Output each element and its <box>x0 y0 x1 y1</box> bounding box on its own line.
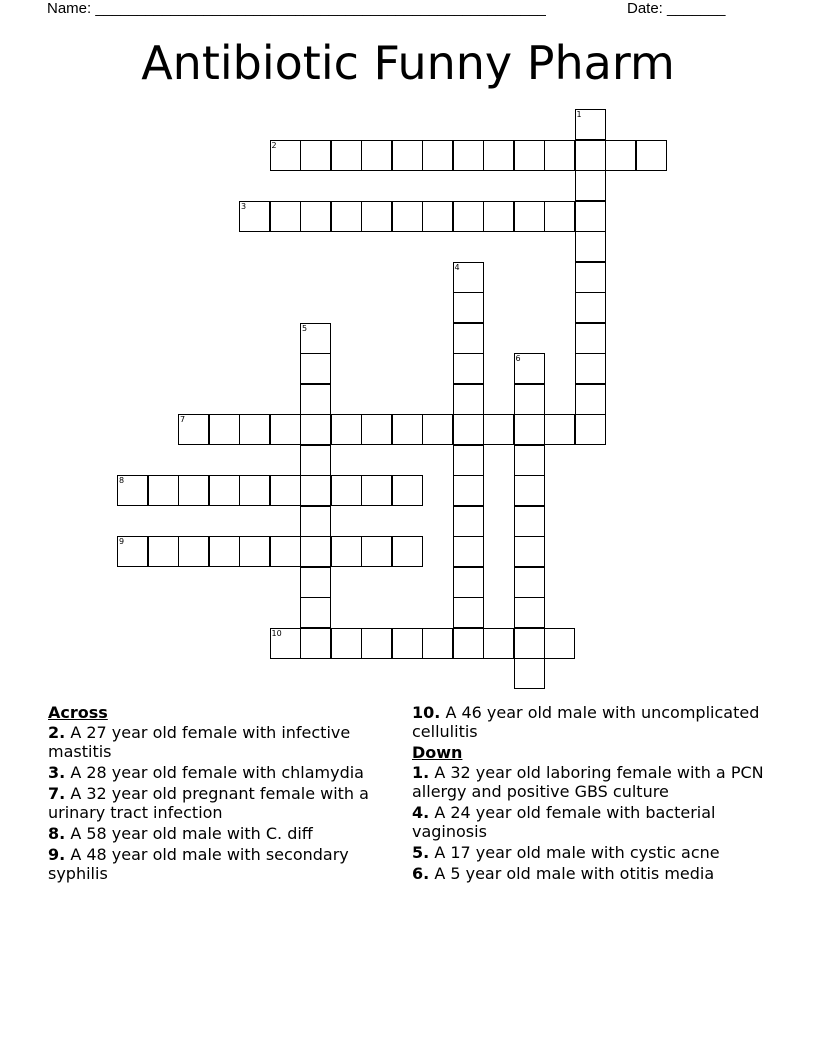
grid-cell[interactable] <box>392 140 423 171</box>
grid-cell[interactable] <box>178 475 209 506</box>
grid-cell[interactable] <box>331 536 362 567</box>
grid-cell[interactable] <box>453 323 484 354</box>
clue-down-6 <box>412 864 772 883</box>
grid-cell[interactable] <box>453 353 484 384</box>
grid-cell[interactable] <box>239 475 270 506</box>
grid-cell[interactable] <box>300 445 331 476</box>
grid-cell[interactable] <box>392 628 423 659</box>
grid-cell[interactable] <box>514 506 545 537</box>
grid-cell[interactable] <box>300 506 331 537</box>
grid-cell[interactable] <box>544 140 575 171</box>
grid-cell[interactable] <box>514 201 545 232</box>
grid-cell[interactable] <box>148 536 179 567</box>
clue-text: A 32 year old pregnant female with a urinary tract infection <box>48 784 369 822</box>
clue-text: A 46 year old male with uncomplicated cellulitis <box>412 703 760 741</box>
clue-number: 7. <box>48 784 66 803</box>
grid-cell[interactable] <box>514 567 545 598</box>
clue-number: 5. <box>412 843 430 862</box>
clue-down-4 <box>412 803 772 841</box>
grid-cell[interactable] <box>514 475 545 506</box>
clue-text: A 5 year old male with otitis media <box>434 864 715 883</box>
cell-number: 2 <box>271 140 277 150</box>
grid-cell[interactable] <box>270 536 301 567</box>
clues-right-column <box>412 703 772 885</box>
grid-cell[interactable] <box>453 567 484 598</box>
grid-cell[interactable] <box>331 414 362 445</box>
clue-number: 4. <box>412 803 430 822</box>
grid-cell[interactable] <box>514 353 545 384</box>
grid-cell[interactable] <box>514 536 545 567</box>
across-heading: Across <box>48 703 108 722</box>
cell-number: 9 <box>119 537 125 546</box>
grid-cell[interactable] <box>453 506 484 537</box>
grid-cell[interactable] <box>453 597 484 628</box>
grid-cell[interactable] <box>239 201 270 232</box>
grid-cell[interactable] <box>209 536 240 567</box>
grid-cell[interactable] <box>636 140 667 171</box>
grid-cell[interactable] <box>483 628 514 659</box>
grid-cell[interactable] <box>300 140 331 171</box>
grid-cell[interactable] <box>300 536 331 567</box>
date-field[interactable]: Date: _______ <box>627 0 726 17</box>
clues-left-column <box>48 703 398 885</box>
grid-cell[interactable] <box>514 445 545 476</box>
cell-number: 4 <box>454 262 460 272</box>
clue-across-9 <box>48 845 398 883</box>
grid-cell[interactable] <box>514 628 545 659</box>
grid-cell[interactable] <box>117 475 148 506</box>
clue-across-10 <box>412 703 772 741</box>
grid-cell[interactable] <box>575 109 606 140</box>
grid-cell[interactable] <box>148 475 179 506</box>
grid-cell[interactable] <box>514 140 545 171</box>
grid-cell[interactable] <box>331 475 362 506</box>
grid-cell[interactable] <box>514 658 545 689</box>
grid-cell[interactable] <box>514 597 545 628</box>
grid-cell[interactable] <box>239 536 270 567</box>
grid-cell[interactable] <box>575 353 606 384</box>
cell-number: 3 <box>241 201 247 211</box>
grid-cell[interactable] <box>453 262 484 293</box>
grid-cell[interactable] <box>575 231 606 262</box>
grid-cell[interactable] <box>300 414 331 445</box>
grid-cell[interactable] <box>392 201 423 232</box>
clue-across-8 <box>48 824 398 843</box>
grid-cell[interactable] <box>270 414 301 445</box>
grid-cell[interactable] <box>300 384 331 415</box>
cell-number: 7 <box>180 415 186 424</box>
grid-cell[interactable] <box>575 292 606 323</box>
grid-cell[interactable] <box>453 628 484 659</box>
grid-cell[interactable] <box>514 414 545 445</box>
grid-cell[interactable] <box>422 140 453 171</box>
clue-across-2 <box>48 723 398 761</box>
grid-cell[interactable] <box>483 414 514 445</box>
clue-number: 3. <box>48 763 66 782</box>
grid-cell[interactable] <box>422 414 453 445</box>
clue-across-3 <box>48 763 398 782</box>
grid-cell[interactable] <box>453 475 484 506</box>
grid-cell[interactable] <box>575 140 606 171</box>
grid-cell[interactable] <box>575 262 606 293</box>
grid-cell[interactable] <box>453 445 484 476</box>
grid-cell[interactable] <box>300 201 331 232</box>
grid-cell[interactable] <box>483 140 514 171</box>
grid-cell[interactable] <box>361 201 392 232</box>
grid-cell[interactable] <box>392 536 423 567</box>
grid-cell[interactable] <box>575 201 606 232</box>
clue-text: A 32 year old laboring female with a PCN allergy and positive GBS culture <box>412 763 764 801</box>
grid-cell[interactable] <box>300 475 331 506</box>
clue-text: A 27 year old female with infective mastitis <box>48 723 351 761</box>
clue-text: A 58 year old male with C. diff <box>70 824 313 843</box>
cell-number: 5 <box>302 323 308 333</box>
grid-cell[interactable] <box>178 536 209 567</box>
grid-cell[interactable] <box>544 414 575 445</box>
clue-text: A 24 year old female with bacterial vaginosis <box>412 803 716 841</box>
cell-number: 1 <box>576 110 582 119</box>
grid-cell[interactable] <box>178 414 209 445</box>
clue-number: 1. <box>412 763 430 782</box>
grid-cell[interactable] <box>544 201 575 232</box>
grid-cell[interactable] <box>239 414 270 445</box>
grid-cell[interactable] <box>422 628 453 659</box>
clue-number: 8. <box>48 824 66 843</box>
grid-cell[interactable] <box>575 384 606 415</box>
grid-cell[interactable] <box>209 475 240 506</box>
clue-number: 9. <box>48 845 66 864</box>
clue-text: A 28 year old female with chlamydia <box>70 763 364 782</box>
down-heading: Down <box>412 743 463 762</box>
grid-cell[interactable] <box>575 170 606 201</box>
grid-cell[interactable] <box>209 414 240 445</box>
clue-text: A 48 year old male with secondary syphilis <box>48 845 349 883</box>
grid-cell[interactable] <box>270 140 301 171</box>
grid-cell[interactable] <box>483 201 514 232</box>
grid-cell[interactable] <box>300 323 331 354</box>
cell-number: 8 <box>119 476 125 485</box>
clue-text: A 17 year old male with cystic acne <box>434 843 720 862</box>
grid-cell[interactable] <box>392 475 423 506</box>
grid-cell[interactable] <box>300 597 331 628</box>
grid-cell[interactable] <box>575 414 606 445</box>
grid-cell[interactable] <box>361 140 392 171</box>
grid-cell[interactable] <box>361 536 392 567</box>
grid-cell[interactable] <box>605 140 636 171</box>
grid-cell[interactable] <box>361 628 392 659</box>
grid-cell[interactable] <box>117 536 148 567</box>
grid-cell[interactable] <box>300 567 331 598</box>
clue-down-5 <box>412 843 772 862</box>
grid-cell[interactable] <box>453 536 484 567</box>
cell-number: 10 <box>271 628 282 638</box>
grid-cell[interactable] <box>270 201 301 232</box>
grid-cell[interactable] <box>453 414 484 445</box>
clue-across-7 <box>48 784 398 822</box>
grid-cell[interactable] <box>331 628 362 659</box>
clue-number: 10. <box>412 703 441 722</box>
grid-cell[interactable] <box>270 475 301 506</box>
grid-cell[interactable] <box>331 201 362 232</box>
grid-cell[interactable] <box>270 628 301 659</box>
grid-cell[interactable] <box>453 140 484 171</box>
grid-cell[interactable] <box>361 475 392 506</box>
cell-number: 6 <box>515 354 521 363</box>
grid-cell[interactable] <box>514 384 545 415</box>
grid-cell[interactable] <box>422 201 453 232</box>
name-field[interactable]: Name: ______________________________________________________ <box>47 0 546 17</box>
grid-cell[interactable] <box>300 628 331 659</box>
grid-cell[interactable] <box>453 292 484 323</box>
grid-cell[interactable] <box>331 140 362 171</box>
grid-cell[interactable] <box>300 353 331 384</box>
clue-down-1 <box>412 763 772 801</box>
grid-cell[interactable] <box>453 384 484 415</box>
grid-cell[interactable] <box>453 201 484 232</box>
clue-number: 6. <box>412 864 430 883</box>
grid-cell[interactable] <box>361 414 392 445</box>
page-title: Antibiotic Funny Pharm <box>141 36 675 90</box>
grid-cell[interactable] <box>392 414 423 445</box>
clue-number: 2. <box>48 723 66 742</box>
grid-cell[interactable] <box>544 628 575 659</box>
grid-cell[interactable] <box>575 323 606 354</box>
